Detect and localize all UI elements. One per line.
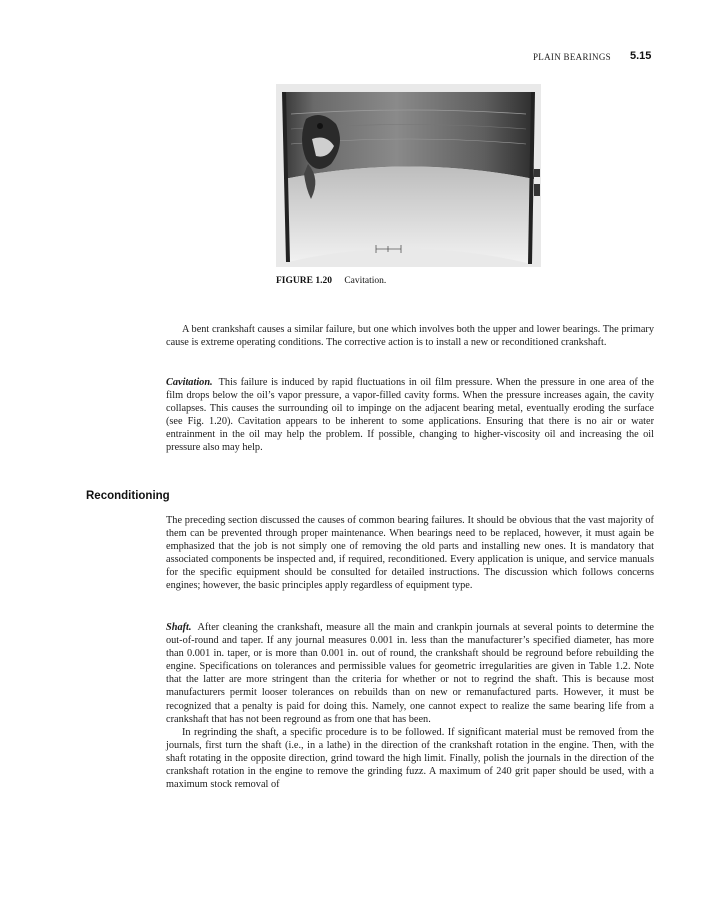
cavitation-body: This failure is induced by rapid fluctuations in oil film pressure. When the pressure in one area of the film drops below the oil’s vapor pressure, a vapor-filled cavity forms. When the pressure increases again, the cavity collapses. This causes the surrounding oil to impinge on the adjacent bearing metal, eventually eroding the surface (see Fig. 1.20). Cavitation appears to be inherent to some applications. Ensuring that there is no air or water entrainment in the oil may help the problem. If possible, changing to higher-viscosity oil and increasing the oil pressure also may help. [166,377,654,454]
figure-label: FIGURE 1.20 [276,276,332,286]
cavitation-runin-heading: Cavitation. [166,377,213,388]
section-heading-reconditioning: Reconditioning [86,490,170,502]
running-header-title: PLAIN BEARINGS [533,52,611,62]
bearing-shell-image [276,84,541,267]
shaft-body: After cleaning the crankshaft, measure all the main and crankpin journals at several points to determine the out-of-round and taper. If any journal measures 0.001 in. less than the manufacturer’s specified diameter, has more than 0.001 in. taper, or is more than 0.001 in. out of round, the crankshaft should be reground before rebuilding the engine. Specifications on tolerances and permissible values for geometric irregularities are given in Table 1.2. Note that the latter are more stringent than the criteria for whether or not to regrind the shaft. This is because most manufacturers permit looser tolerances on rebuilds than on new or remanufactured parts. However, it must be recognized that a penalty is paid for doing this. Namely, one cannot expect to realize the same bearing life from a crankshaft that has not been reground as from one that has been. [166,622,654,725]
bent-crankshaft-text: A bent crankshaft causes a similar failure, but one which involves both the upper and lower bearings. The primary cause is extreme operating conditions. The corrective action is to install a new or reconditioned crankshaft. [166,324,654,349]
reconditioning-intro-text: The preceding section discussed the causes of common bearing failures. It should be obvious that the vast majority of them can be prevented through proper maintenance. When bearings need to be replaced, however, it must again be emphasized that the job is not simply one of removing the old parts and installing new ones. It is mandatory that associated components be inspected and, if required, reconditioned. Every application is unique, and service manuals for the specific equipment should be consulted for detailed instructions. The discussion which follows concerns engines; however, the basic principles apply regardless of equipment type. [166,515,654,592]
paragraph-shaft [166,621,654,791]
paragraph-bent-crankshaft [166,323,654,349]
paragraph-reconditioning-intro [166,514,654,593]
page-number: 5.15 [630,50,652,62]
figure-caption-text: Cavitation. [344,276,387,286]
figure-cavitation-photo [276,84,541,267]
shaft-paragraph [166,621,654,726]
shaft-runin-heading: Shaft. [166,622,192,633]
figure-caption [276,276,386,286]
cavitation-paragraph [166,376,654,455]
regrinding-paragraph: In regrinding the shaft, a specific procedure is to be followed. If significant material must be removed from the journals, first turn the shaft (i.e., in a lathe) in the direction of the crankshaft rotation in the engine. Then, with the shaft rotating in the opposite direction, grind toward the high limit. Finally, polish the journals in the direction of the crankshaft rotation in the engine to remove the grinding fuzz. A maximum of 240 grit paper should be used, with a maximum stock removal of [166,726,654,791]
paragraph-cavitation [166,376,654,455]
